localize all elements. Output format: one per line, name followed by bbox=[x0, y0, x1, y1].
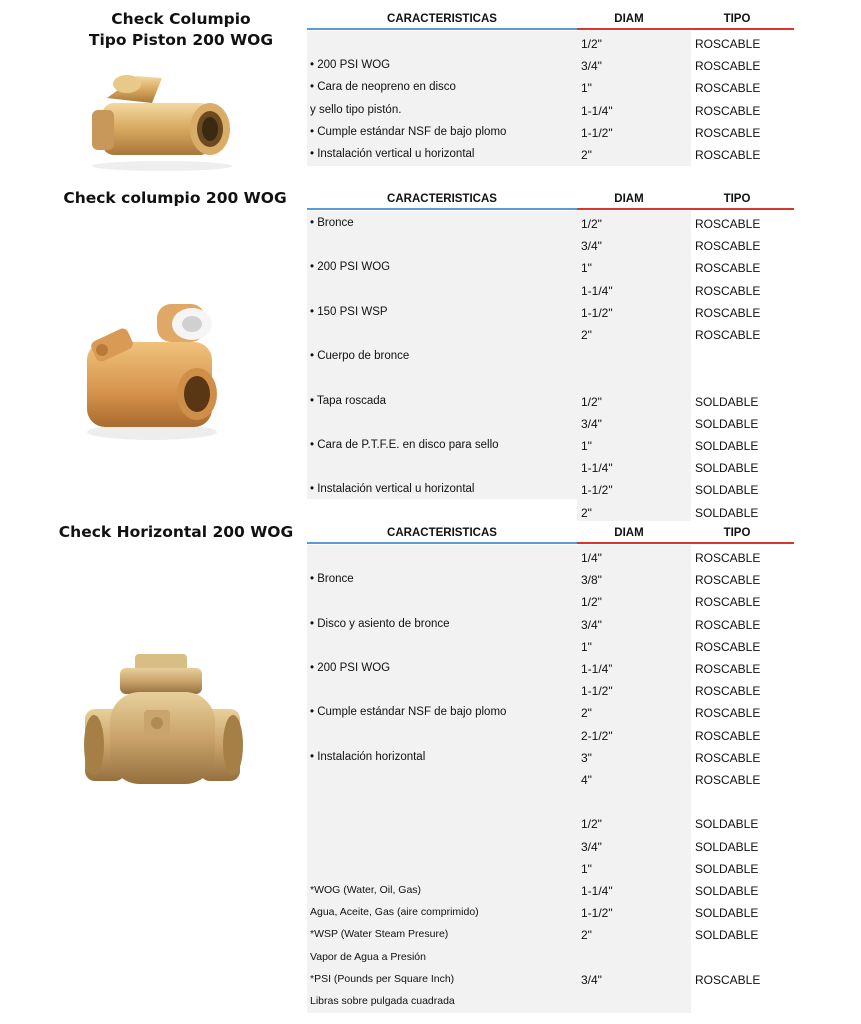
caracteristica-cell: *WOG (Water, Oil, Gas) bbox=[310, 884, 422, 896]
caracteristica-cell: • Cuerpo de bronce bbox=[310, 350, 410, 363]
table-row bbox=[307, 880, 794, 902]
header-tipo: TIPO bbox=[723, 527, 751, 539]
caracteristica-cell: *PSI (Pounds per Square Inch) bbox=[310, 972, 455, 985]
tipo-cell: SOLDABLE bbox=[695, 505, 759, 520]
diam-cell: 1/2" bbox=[581, 394, 602, 409]
table-row bbox=[307, 413, 794, 435]
tipo-cell: ROSCABLE bbox=[695, 103, 761, 118]
caracteristica-cell: • Instalación horizontal bbox=[310, 750, 426, 763]
diam-cell: 1-1/4" bbox=[581, 884, 613, 898]
table-row bbox=[307, 324, 794, 346]
table-row bbox=[307, 658, 794, 680]
caracteristica-cell: • Instalación vertical u horizontal bbox=[310, 148, 475, 160]
tipo-cell: ROSCABLE bbox=[695, 972, 761, 987]
tipo-cell: ROSCABLE bbox=[695, 305, 761, 320]
header-diam: DIAM bbox=[614, 193, 644, 205]
header-underline-red bbox=[577, 28, 794, 30]
header-caracteristicas: CARACTERISTICAS bbox=[387, 193, 497, 205]
diam-cell: 1-1/2" bbox=[581, 125, 613, 140]
diam-cell: 3/4" bbox=[581, 617, 602, 632]
diam-cell: 1-1/4" bbox=[581, 283, 613, 298]
section-2-header bbox=[307, 190, 794, 210]
tipo-cell: SOLDABLE bbox=[695, 416, 759, 431]
section-1-title bbox=[76, 9, 286, 51]
table-row bbox=[307, 502, 794, 524]
diam-cell: 2" bbox=[581, 148, 592, 162]
diam-cell: 1" bbox=[581, 639, 592, 654]
diam-cell: 1-1/2" bbox=[581, 684, 613, 699]
diam-cell: 1-1/4" bbox=[581, 103, 613, 118]
table-row bbox=[307, 144, 794, 166]
table-row bbox=[307, 991, 794, 1013]
section-3-title: Check Horizontal 200 WOG bbox=[58, 523, 294, 541]
section-2-title: Check columpio 200 WOG bbox=[63, 189, 287, 207]
table-row bbox=[307, 213, 794, 235]
table-row bbox=[307, 368, 794, 390]
diam-cell: 3/4" bbox=[581, 59, 602, 74]
header-underline-blue bbox=[307, 542, 577, 544]
diam-cell: 3/4" bbox=[581, 972, 602, 987]
header-underline-red bbox=[577, 542, 794, 544]
table-row bbox=[307, 100, 794, 122]
diam-cell: 3/4" bbox=[581, 839, 602, 854]
section-1-title-line2: Tipo Piston 200 WOG bbox=[88, 31, 274, 49]
table-row bbox=[307, 813, 794, 835]
diam-cell: 3/8" bbox=[581, 573, 602, 588]
table-row bbox=[307, 969, 794, 991]
table-row bbox=[307, 569, 794, 591]
diam-cell: 4" bbox=[581, 773, 592, 787]
diam-cell: 2" bbox=[581, 328, 592, 342]
caracteristica-cell: • 200 PSI WOG bbox=[310, 662, 391, 674]
table-row bbox=[307, 235, 794, 257]
table-row bbox=[307, 257, 794, 279]
table-row bbox=[307, 122, 794, 144]
header-tipo: TIPO bbox=[723, 193, 751, 205]
diam-cell: 2" bbox=[581, 706, 592, 721]
caracteristica-cell: • Cumple estándar NSF de bajo plomo bbox=[310, 706, 507, 719]
tipo-cell: SOLDABLE bbox=[695, 861, 759, 876]
table-row bbox=[307, 457, 794, 479]
horizontal-check-valve-image bbox=[80, 654, 245, 788]
header-diam: DIAM bbox=[614, 13, 644, 25]
diam-cell: 1" bbox=[581, 261, 592, 276]
tipo-cell: SOLDABLE bbox=[695, 483, 759, 498]
diam-cell: 1-1/4” bbox=[581, 662, 613, 676]
tipo-cell: SOLDABLE bbox=[695, 839, 759, 854]
caracteristica-cell: Libras sobre pulgada cuadrada bbox=[310, 995, 455, 1007]
tipo-cell: ROSCABLE bbox=[695, 37, 761, 51]
table-row bbox=[307, 55, 794, 77]
piston-check-valve-image bbox=[82, 58, 242, 173]
header-underline-blue bbox=[307, 208, 577, 210]
diam-cell: 1-1/2" bbox=[581, 906, 613, 921]
header-caracteristicas: CARACTERISTICAS bbox=[387, 13, 497, 25]
diam-cell: 2" bbox=[581, 505, 592, 520]
diam-cell: 1" bbox=[581, 81, 592, 96]
table-row bbox=[307, 479, 794, 501]
table-row bbox=[307, 614, 794, 636]
caracteristica-cell: • Cumple estándar NSF de bajo plomo bbox=[310, 125, 507, 138]
table-row bbox=[307, 280, 794, 302]
tipo-cell: ROSCABLE bbox=[695, 662, 761, 676]
tipo-cell: ROSCABLE bbox=[695, 59, 761, 74]
caracteristica-cell: • Tapa roscada bbox=[310, 394, 387, 407]
tipo-cell: ROSCABLE bbox=[695, 551, 761, 565]
tipo-cell: SOLDABLE bbox=[695, 461, 759, 476]
tipo-cell: ROSCABLE bbox=[695, 125, 761, 140]
diam-cell: 2-1/2" bbox=[581, 728, 613, 743]
caracteristica-cell: • Disco y asiento de bronce bbox=[310, 617, 450, 630]
tipo-cell: ROSCABLE bbox=[695, 239, 761, 254]
header-caracteristicas: CARACTERISTICAS bbox=[387, 527, 497, 539]
diam-cell: 1-1/4" bbox=[581, 461, 613, 476]
caracteristica-cell: • 150 PSI WSP bbox=[310, 305, 388, 318]
tipo-cell: ROSCABLE bbox=[695, 750, 761, 765]
tipo-cell: ROSCABLE bbox=[695, 283, 761, 298]
tipo-cell: ROSCABLE bbox=[695, 773, 761, 787]
tipo-cell: ROSCABLE bbox=[695, 595, 761, 610]
caracteristica-cell: • 200 PSI WOG bbox=[310, 59, 391, 72]
table-row bbox=[307, 391, 794, 413]
caracteristica-cell: • Bronce bbox=[310, 573, 354, 586]
diam-cell: 1/4" bbox=[581, 551, 602, 565]
tipo-cell: SOLDABLE bbox=[695, 394, 759, 409]
table-row bbox=[307, 902, 794, 924]
table-row bbox=[307, 591, 794, 613]
table-row bbox=[307, 435, 794, 457]
table-row bbox=[307, 547, 794, 569]
diam-cell: 3/4" bbox=[581, 239, 602, 254]
tipo-cell: SOLDABLE bbox=[695, 928, 759, 943]
header-underline-blue bbox=[307, 28, 577, 30]
caracteristica-cell: Agua, Aceite, Gas (aire comprimido) bbox=[310, 906, 479, 919]
tipo-cell: ROSCABLE bbox=[695, 728, 761, 743]
table-row bbox=[307, 858, 794, 880]
table-row bbox=[307, 947, 794, 969]
tipo-cell: ROSCABLE bbox=[695, 328, 761, 342]
table-row bbox=[307, 791, 794, 813]
tipo-cell: ROSCABLE bbox=[695, 617, 761, 632]
header-diam: DIAM bbox=[614, 527, 644, 539]
diam-cell: 1/2" bbox=[581, 595, 602, 610]
table-row bbox=[307, 725, 794, 747]
diam-cell: 1-1/2" bbox=[581, 483, 613, 498]
diam-cell: 1/2" bbox=[581, 217, 602, 231]
table-row bbox=[307, 680, 794, 702]
diam-cell: 1" bbox=[581, 861, 592, 876]
tipo-cell: ROSCABLE bbox=[695, 573, 761, 588]
tipo-cell: ROSCABLE bbox=[695, 639, 761, 654]
caracteristica-cell: • Cara de neopreno en disco bbox=[310, 81, 456, 94]
tipo-cell: ROSCABLE bbox=[695, 81, 761, 96]
tipo-cell: ROSCABLE bbox=[695, 684, 761, 699]
caracteristica-cell: • Cara de P.T.F.E. en disco para sello bbox=[310, 439, 499, 451]
table-row bbox=[307, 346, 794, 368]
table-row bbox=[307, 769, 794, 791]
swing-check-valve-image bbox=[82, 302, 222, 442]
tipo-cell: ROSCABLE bbox=[695, 706, 761, 721]
diam-cell: 3/4" bbox=[581, 416, 602, 431]
tipo-cell: ROSCABLE bbox=[695, 261, 761, 276]
diam-cell: 3" bbox=[581, 750, 592, 765]
tipo-cell: SOLDABLE bbox=[695, 906, 759, 921]
tipo-cell: ROSCABLE bbox=[695, 217, 761, 231]
tipo-cell: ROSCABLE bbox=[695, 148, 761, 162]
header-tipo: TIPO bbox=[723, 13, 751, 25]
table-row bbox=[307, 302, 794, 324]
tipo-cell: SOLDABLE bbox=[695, 817, 759, 832]
section-3-header bbox=[307, 524, 794, 544]
caracteristica-cell: *WSP (Water Steam Presure) bbox=[310, 928, 449, 941]
diam-cell: 1" bbox=[581, 439, 592, 453]
table-row bbox=[307, 924, 794, 946]
table-row bbox=[307, 747, 794, 769]
caracteristica-cell: y sello tipo pistón. bbox=[310, 103, 402, 116]
table-row bbox=[307, 77, 794, 99]
section-1-header bbox=[307, 10, 794, 30]
table-row bbox=[307, 702, 794, 724]
tipo-cell: SOLDABLE bbox=[695, 439, 759, 453]
tipo-cell: SOLDABLE bbox=[695, 884, 759, 898]
caracteristica-cell: • Instalación vertical u horizontal bbox=[310, 483, 475, 496]
table-row bbox=[307, 836, 794, 858]
caracteristica-cell: • 200 PSI WOG bbox=[310, 261, 391, 274]
section-1-title-line1: Check Columpio bbox=[111, 10, 251, 28]
diam-cell: 1/2" bbox=[581, 37, 602, 51]
table-row bbox=[307, 33, 794, 55]
caracteristica-cell: Vapor de Agua a Presión bbox=[310, 950, 426, 963]
caracteristica-cell: • Bronce bbox=[310, 217, 354, 229]
diam-cell: 1/2" bbox=[581, 817, 602, 832]
diam-cell: 1-1/2" bbox=[581, 305, 613, 320]
table-row bbox=[307, 636, 794, 658]
diam-cell: 2" bbox=[581, 928, 592, 943]
header-underline-red bbox=[577, 208, 794, 210]
